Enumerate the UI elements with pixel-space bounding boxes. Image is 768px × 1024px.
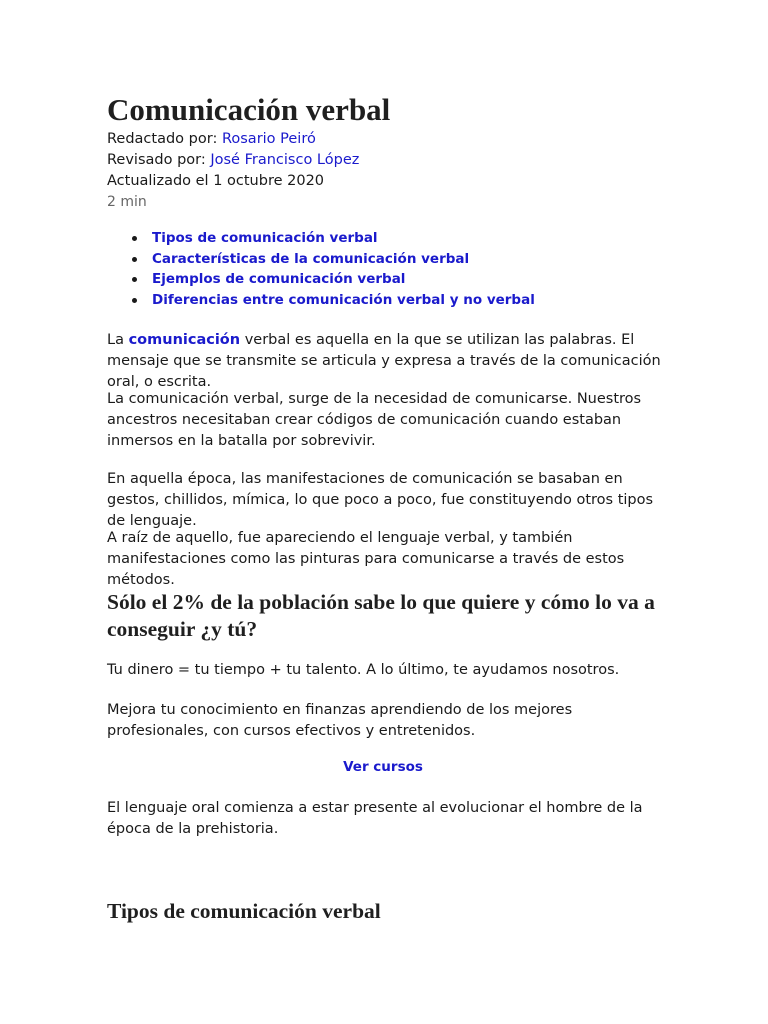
paragraph-text: La (107, 332, 129, 348)
section-heading-tipos: Tipos de comunicación verbal (107, 899, 381, 923)
updated-date: Actualizado el 1 octubre 2020 (107, 173, 325, 189)
cta-container (107, 759, 659, 775)
paragraph-verbal-language: A raíz de aquello, fue apareciendo el lenguaje verbal, y también manifestaciones como las pinturas para comunicarse a través de estos métodos. (107, 530, 625, 588)
promo-heading: Sólo el 2% de la población sabe lo que quiere y cómo lo va a conseguir ¿y tú? (107, 590, 655, 641)
promo-paragraph-2: Mejora tu conocimiento en finanzas aprendiendo de los mejores profesionales, con cursos efectivos y entretenidos. (107, 702, 573, 739)
author-label: Redactado por: (107, 131, 222, 147)
author-line (107, 128, 316, 150)
paragraph-origin: La comunicación verbal, surge de la necesidad de comunicarse. Nuestros ancestros necesitaban crear códigos de comunicación cuando estaban inmersos en la batalla por sobrevivir. (107, 391, 642, 449)
toc-item (152, 228, 535, 249)
table-of-contents (107, 228, 535, 310)
paragraph-prehistory: El lenguaje oral comienza a estar presente al evolucionar el hombre de la época de la prehistoria. (107, 800, 643, 837)
reviewer-link[interactable]: José Francisco López (210, 152, 360, 168)
paragraph-intro (107, 330, 667, 393)
read-time: 2 min (107, 194, 147, 210)
paragraph-epoch: En aquella época, las manifestaciones de comunicación se basaban en gestos, chillidos, mímica, lo que poco a poco, fue constituyendo otros tipos de lenguaje. (107, 471, 654, 529)
page-title: Comunicación verbal (107, 92, 391, 127)
reviewer-line (107, 149, 359, 171)
comunicacion-link[interactable]: comunicación (128, 332, 241, 348)
ver-cursos-link[interactable]: Ver cursos (343, 759, 423, 775)
toc-item (152, 290, 535, 311)
paragraph-text: verbal es aquella en la que se utilizan las palabras. El mensaje que se transmite se articula y expresa a través de la comunicación oral, o escrita. (107, 332, 661, 390)
toc-link-ejemplos[interactable]: Ejemplos de comunicación verbal (152, 271, 406, 287)
reviewer-label: Revisado por: (107, 152, 211, 168)
toc-link-diferencias[interactable]: Diferencias entre comunicación verbal y no verbal (152, 291, 535, 308)
toc-item (152, 249, 535, 270)
toc-link-tipos[interactable]: Tipos de comunicación verbal (152, 230, 378, 246)
author-link[interactable]: Rosario Peiró (221, 131, 316, 147)
toc-item (152, 269, 535, 290)
promo-paragraph-1: Tu dinero = tu tiempo + tu talento. A lo último, te ayudamos nosotros. (107, 662, 620, 678)
toc-link-caracteristicas[interactable]: Características de la comunicación verbal (152, 250, 470, 267)
